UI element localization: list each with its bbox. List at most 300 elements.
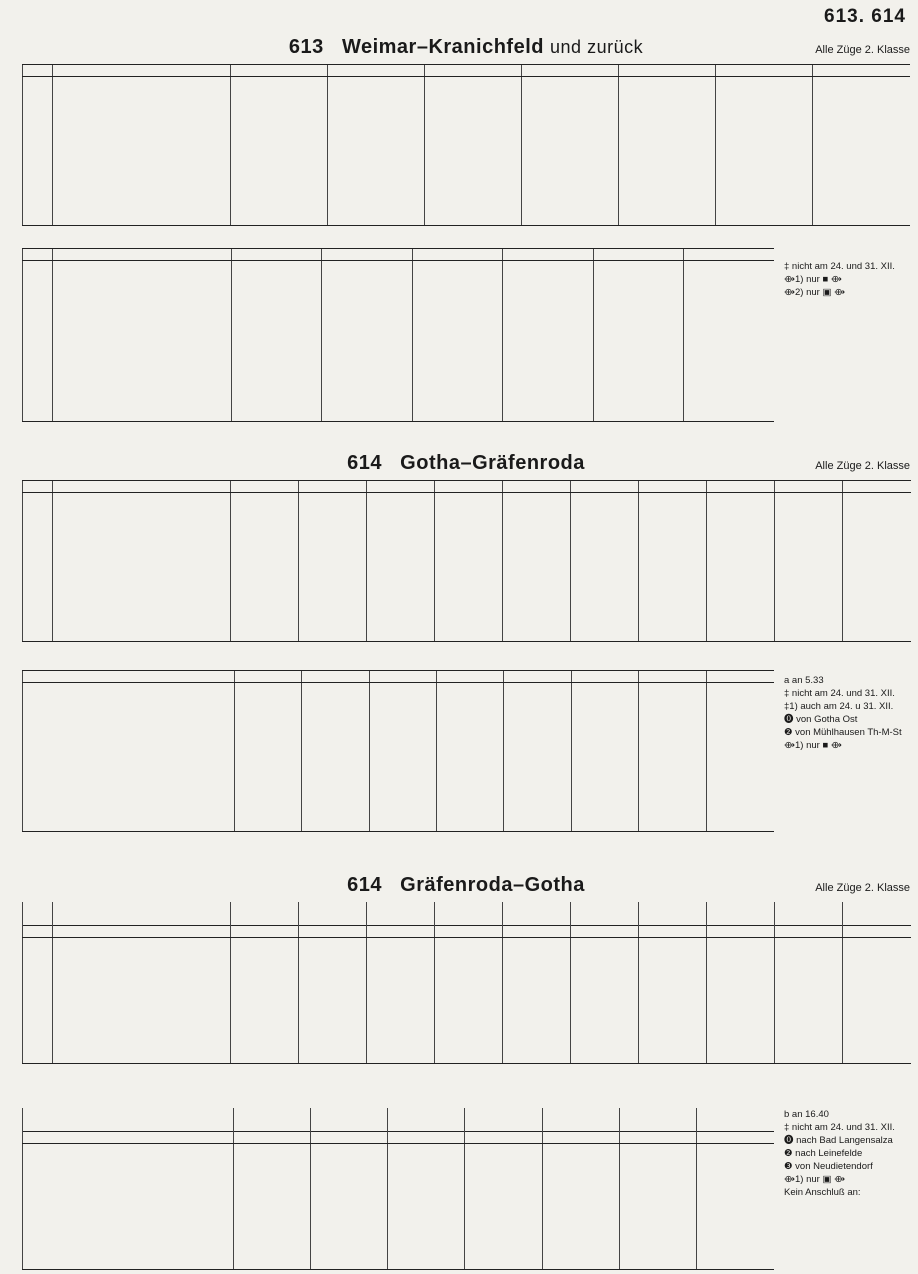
time-cell — [504, 763, 571, 774]
time-cell — [231, 387, 321, 398]
time-cell — [522, 214, 619, 226]
time-cell — [706, 809, 774, 820]
table-row — [23, 786, 775, 797]
train-number — [571, 925, 639, 937]
time-cell — [388, 1235, 465, 1246]
time-cell — [716, 191, 813, 202]
time-cell — [639, 1007, 707, 1018]
time-cell — [310, 1167, 387, 1178]
time-cell — [435, 972, 503, 983]
time-cell — [388, 1178, 465, 1189]
table-row — [23, 740, 775, 751]
time-cell — [683, 330, 774, 341]
time-cell — [639, 913, 707, 925]
time-cell — [299, 902, 367, 913]
time-cell — [639, 797, 706, 808]
time-cell — [843, 950, 911, 961]
time-cell — [503, 938, 571, 950]
time-cell — [299, 995, 367, 1006]
time-cell — [503, 528, 571, 539]
train-number — [619, 1131, 696, 1143]
time-cell — [706, 786, 774, 797]
time-cell — [716, 157, 813, 168]
time-cell — [619, 100, 716, 111]
footnote: Kein Anschluß an: — [784, 1187, 861, 1198]
time-cell — [571, 913, 639, 925]
station-name — [23, 1156, 234, 1167]
time-cell — [619, 1167, 696, 1178]
time-cell — [639, 695, 706, 706]
time-cell — [367, 1052, 435, 1064]
time-cell — [322, 318, 412, 329]
time-cell — [234, 718, 301, 729]
time-cell — [503, 409, 593, 421]
time-cell — [367, 972, 435, 983]
time-cell — [367, 539, 435, 550]
time-cell — [231, 1052, 299, 1064]
table-row — [23, 493, 911, 505]
time-cell — [503, 1029, 571, 1040]
time-cell — [412, 409, 502, 421]
time-cell — [504, 775, 571, 786]
station-name — [53, 995, 231, 1006]
time-cell — [639, 786, 706, 797]
km-cell — [23, 77, 53, 89]
time-cell — [571, 585, 639, 596]
time-cell — [302, 740, 369, 751]
time-cell — [716, 134, 813, 145]
time-cell — [619, 180, 716, 191]
table-row — [23, 763, 775, 774]
time-cell — [435, 913, 503, 925]
table-row — [23, 1018, 911, 1029]
time-cell — [639, 775, 706, 786]
header-row — [23, 925, 911, 937]
time-cell — [425, 214, 522, 226]
time-cell — [231, 169, 328, 180]
station-name — [23, 718, 235, 729]
train-number — [367, 925, 435, 937]
station-name — [53, 387, 232, 398]
time-cell — [843, 995, 911, 1006]
train-number — [231, 65, 328, 77]
time-cell — [571, 573, 639, 584]
train-number — [369, 671, 436, 683]
train-number — [542, 1131, 619, 1143]
time-cell — [328, 191, 425, 202]
time-cell — [706, 820, 774, 832]
time-cell — [504, 820, 571, 832]
time-cell — [542, 1167, 619, 1178]
time-cell — [299, 913, 367, 925]
time-cell — [503, 961, 571, 972]
time-cell — [707, 961, 775, 972]
time-cell — [234, 695, 301, 706]
time-cell — [571, 718, 638, 729]
time-cell — [639, 585, 707, 596]
table-row — [23, 296, 775, 307]
time-cell — [571, 505, 639, 516]
train-number — [310, 1131, 387, 1143]
time-cell — [775, 1052, 843, 1064]
station-header — [23, 671, 235, 683]
time-cell — [639, 938, 707, 950]
km-cell — [23, 100, 53, 111]
time-cell — [503, 375, 593, 386]
time-cell — [367, 550, 435, 561]
time-cell — [542, 1190, 619, 1201]
time-cell — [503, 307, 593, 318]
table-row — [23, 695, 775, 706]
time-cell — [706, 797, 774, 808]
time-cell — [843, 596, 911, 607]
time-cell — [707, 984, 775, 995]
time-cell — [593, 387, 683, 398]
time-cell — [639, 539, 707, 550]
time-cell — [522, 123, 619, 134]
time-cell — [299, 972, 367, 983]
time-cell — [437, 718, 504, 729]
station-name — [53, 409, 232, 421]
section-title: 614 Gräfenroda–Gotha — [347, 874, 585, 896]
train-number — [707, 925, 775, 937]
time-cell — [639, 1041, 707, 1052]
time-cell — [388, 1167, 465, 1178]
train-number — [593, 249, 683, 261]
table-row — [23, 539, 911, 550]
time-cell — [503, 1007, 571, 1018]
time-cell — [571, 516, 639, 527]
section-614-gotha-graefenroda — [22, 450, 910, 642]
km-cell — [23, 112, 53, 123]
station-name — [53, 398, 232, 409]
time-cell — [388, 1213, 465, 1224]
km-cell — [23, 318, 53, 329]
time-cell — [522, 100, 619, 111]
time-cell — [328, 134, 425, 145]
time-cell — [231, 146, 328, 157]
time-cell — [435, 902, 503, 913]
time-cell — [412, 273, 502, 284]
page-number: 613. 614 — [824, 6, 906, 27]
time-cell — [388, 1108, 465, 1119]
station-name — [53, 1052, 231, 1064]
table-row — [23, 134, 911, 145]
time-cell — [310, 1235, 387, 1246]
train-number — [707, 481, 775, 493]
time-cell — [322, 296, 412, 307]
time-cell — [503, 273, 593, 284]
class-note: Alle Züge 2. Klasse — [815, 882, 910, 894]
footnote: ❷ nach Leinefelde — [784, 1148, 863, 1159]
time-cell — [369, 683, 436, 695]
time-cell — [542, 1119, 619, 1131]
table-row — [23, 573, 911, 584]
station-name — [23, 775, 235, 786]
table-row — [23, 585, 911, 596]
station-name — [53, 191, 231, 202]
table-row — [23, 938, 911, 950]
time-cell — [503, 984, 571, 995]
time-cell — [571, 683, 638, 695]
km-cell — [23, 1029, 53, 1040]
time-cell — [503, 353, 593, 364]
km-header — [23, 65, 53, 77]
time-cell — [302, 729, 369, 740]
table-row — [23, 775, 775, 786]
time-cell — [299, 539, 367, 550]
time-cell — [367, 585, 435, 596]
time-cell — [619, 169, 716, 180]
time-cell — [367, 619, 435, 630]
km-cell — [23, 364, 53, 375]
station-name — [53, 505, 231, 516]
time-cell — [231, 1029, 299, 1040]
time-cell — [435, 1018, 503, 1029]
time-cell — [231, 409, 321, 421]
time-cell — [593, 330, 683, 341]
time-cell — [619, 1190, 696, 1201]
footnote: ‡ nicht am 24. und 31. XII. — [784, 261, 895, 272]
time-cell — [435, 528, 503, 539]
time-cell — [522, 157, 619, 168]
table-row — [23, 261, 775, 273]
time-cell — [542, 1144, 619, 1156]
time-cell — [697, 1156, 774, 1167]
time-cell — [813, 89, 910, 100]
time-cell — [388, 1258, 465, 1270]
time-cell — [369, 695, 436, 706]
station-name — [53, 539, 231, 550]
time-cell — [619, 1144, 696, 1156]
time-cell — [412, 364, 502, 375]
station-name — [23, 1119, 234, 1131]
time-cell — [233, 1108, 310, 1119]
time-cell — [233, 1201, 310, 1212]
time-cell — [707, 913, 775, 925]
time-cell — [231, 214, 328, 226]
time-cell — [522, 191, 619, 202]
time-cell — [367, 493, 435, 505]
km-cell — [23, 157, 53, 168]
time-cell — [571, 562, 639, 573]
time-cell — [571, 695, 638, 706]
time-cell — [697, 1201, 774, 1212]
time-cell — [619, 1235, 696, 1246]
station-name — [53, 214, 231, 226]
time-cell — [435, 539, 503, 550]
time-cell — [813, 112, 910, 123]
time-cell — [639, 820, 706, 832]
time-cell — [328, 100, 425, 111]
time-cell — [697, 1224, 774, 1235]
time-cell — [843, 938, 911, 950]
table-row — [23, 169, 911, 180]
time-cell — [593, 398, 683, 409]
time-cell — [322, 364, 412, 375]
time-cell — [465, 1258, 542, 1270]
time-cell — [437, 786, 504, 797]
km-cell — [23, 528, 53, 539]
time-cell — [504, 718, 571, 729]
time-cell — [775, 1007, 843, 1018]
time-cell — [716, 180, 813, 191]
time-cell — [813, 146, 910, 157]
time-cell — [412, 330, 502, 341]
km-cell — [23, 995, 53, 1006]
train-number — [619, 65, 716, 77]
time-cell — [435, 607, 503, 618]
timetable-613-return — [22, 248, 774, 422]
time-cell — [369, 740, 436, 751]
time-cell — [369, 797, 436, 808]
section-header — [22, 450, 910, 480]
station-name — [53, 1018, 231, 1029]
time-cell — [683, 261, 774, 273]
time-cell — [369, 775, 436, 786]
time-cell — [231, 273, 321, 284]
time-cell — [639, 683, 706, 695]
time-cell — [367, 1041, 435, 1052]
station-name — [53, 146, 231, 157]
time-cell — [503, 296, 593, 307]
station-name — [23, 1224, 234, 1235]
time-cell — [231, 902, 299, 913]
time-cell — [425, 180, 522, 191]
time-cell — [231, 398, 321, 409]
time-cell — [231, 180, 328, 191]
train-number — [302, 671, 369, 683]
time-cell — [843, 562, 911, 573]
time-cell — [697, 1108, 774, 1119]
station-name — [53, 112, 231, 123]
table-row — [23, 100, 911, 111]
connection-row — [23, 1108, 775, 1119]
time-cell — [775, 950, 843, 961]
time-cell — [593, 341, 683, 352]
time-cell — [233, 1156, 310, 1167]
station-name — [53, 573, 231, 584]
table-row — [23, 1201, 775, 1212]
footnote: ⓿ nach Bad Langensalza — [784, 1135, 893, 1146]
time-cell — [231, 619, 299, 630]
table-row — [23, 516, 911, 527]
time-cell — [310, 1247, 387, 1258]
time-cell — [707, 596, 775, 607]
time-cell — [299, 562, 367, 573]
time-cell — [571, 995, 639, 1006]
time-cell — [707, 528, 775, 539]
time-cell — [369, 706, 436, 717]
station-name — [53, 341, 232, 352]
time-cell — [231, 318, 321, 329]
station-name — [53, 296, 232, 307]
time-cell — [367, 984, 435, 995]
time-cell — [843, 1029, 911, 1040]
time-cell — [716, 146, 813, 157]
station-name — [53, 619, 231, 630]
time-cell — [706, 775, 774, 786]
section-614-return-continuation — [22, 1108, 910, 1270]
time-cell — [299, 505, 367, 516]
time-cell — [233, 1213, 310, 1224]
table-row — [23, 123, 911, 134]
header-row — [23, 1131, 775, 1143]
time-cell — [593, 284, 683, 295]
time-cell — [639, 550, 707, 561]
time-cell — [683, 398, 774, 409]
time-cell — [302, 706, 369, 717]
km-cell — [23, 284, 53, 295]
time-cell — [639, 950, 707, 961]
time-cell — [619, 77, 716, 89]
time-cell — [683, 318, 774, 329]
time-cell — [231, 296, 321, 307]
time-cell — [233, 1167, 310, 1178]
station-name — [53, 307, 232, 318]
time-cell — [707, 619, 775, 630]
train-number — [503, 925, 571, 937]
time-cell — [299, 516, 367, 527]
time-cell — [542, 1213, 619, 1224]
station-name — [53, 902, 231, 913]
time-cell — [619, 1247, 696, 1258]
time-cell — [683, 341, 774, 352]
time-cell — [369, 786, 436, 797]
time-cell — [437, 740, 504, 751]
time-cell — [716, 169, 813, 180]
time-cell — [367, 961, 435, 972]
section-title: 613 Weimar–Kranichfeld und zurück — [288, 36, 644, 58]
time-cell — [619, 1213, 696, 1224]
time-cell — [683, 409, 774, 421]
train-number — [435, 481, 503, 493]
train-number — [716, 65, 813, 77]
km-cell — [23, 913, 53, 925]
time-cell — [639, 516, 707, 527]
time-cell — [571, 950, 639, 961]
station-name — [53, 938, 231, 950]
time-cell — [775, 995, 843, 1006]
time-cell — [593, 375, 683, 386]
time-cell — [639, 902, 707, 913]
time-cell — [843, 961, 911, 972]
time-cell — [299, 585, 367, 596]
table-row — [23, 157, 911, 168]
train-number — [697, 1131, 774, 1143]
time-cell — [465, 1201, 542, 1212]
station-name — [23, 752, 235, 763]
km-cell — [23, 203, 53, 214]
station-name — [53, 157, 231, 168]
time-cell — [367, 1029, 435, 1040]
time-cell — [683, 296, 774, 307]
time-cell — [775, 528, 843, 539]
time-cell — [639, 1018, 707, 1029]
time-cell — [571, 775, 638, 786]
km-cell — [23, 550, 53, 561]
time-cell — [231, 950, 299, 961]
time-cell — [231, 961, 299, 972]
table-row — [23, 607, 911, 618]
time-cell — [707, 950, 775, 961]
time-cell — [707, 516, 775, 527]
table-row — [23, 729, 775, 740]
time-cell — [571, 820, 638, 832]
section-613 — [22, 34, 910, 226]
time-cell — [619, 157, 716, 168]
time-cell — [231, 516, 299, 527]
